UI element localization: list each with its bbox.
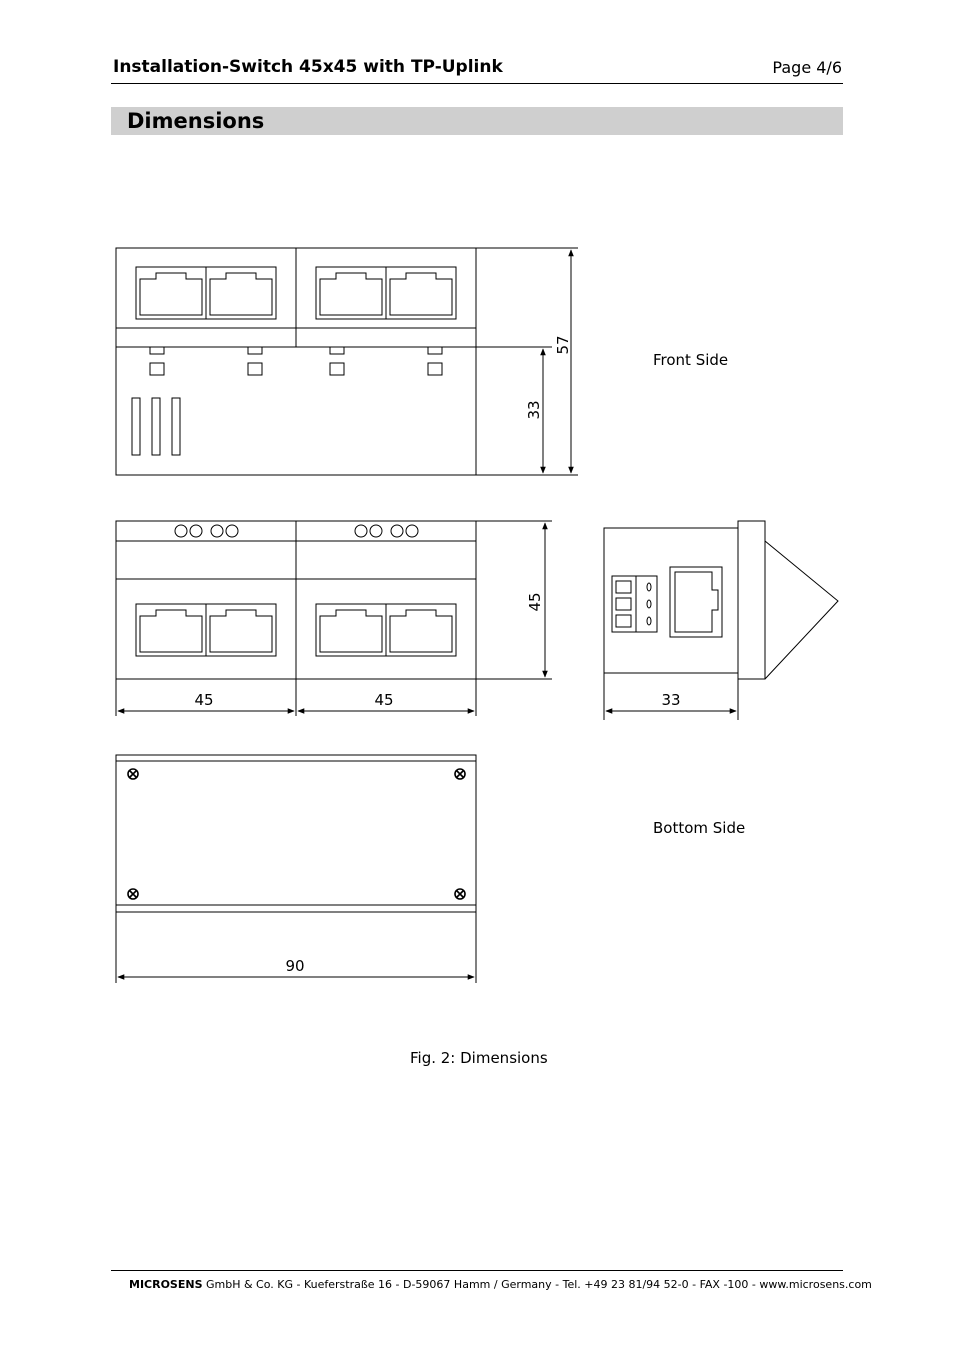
dim-top-height: 45 [526,592,544,612]
rj45-port-pair-right [316,267,456,319]
dim-top-width-right: 45 [374,691,394,709]
dim-top-width-left: 45 [194,691,214,709]
rj45-port-pair-top-left [136,604,276,656]
front-side-label: Front Side [653,351,729,369]
footer-address: GmbH & Co. KG - Kueferstraße 16 - D-59067 Hamm / Germany - Tel. +49 23 81/94 52-0 - FAX -100 - www.microsens.com [202,1278,872,1291]
bottom-view [116,755,476,983]
page-number: Page 4/6 [772,58,842,77]
bottom-side-label: Bottom Side [653,819,746,837]
side-view [604,521,838,720]
footer-divider [111,1270,843,1271]
dim-front-lower: 33 [525,400,543,420]
front-view [116,248,578,475]
footer-company: MICROSENS [129,1278,203,1291]
dim-bottom-width: 90 [285,957,305,975]
figure-caption: Fig. 2: Dimensions [410,1049,548,1067]
top-view [116,521,552,716]
dim-side-depth: 33 [661,691,681,709]
rj45-port-pair-top-right [316,604,456,656]
screw-icons [128,769,465,899]
document-title: Installation-Switch 45x45 with TP-Uplink [113,57,503,77]
rj45-port-pair-left [136,267,276,319]
footer [129,1278,872,1291]
section-title: Dimensions [127,109,265,133]
dim-front-total: 57 [554,335,572,355]
